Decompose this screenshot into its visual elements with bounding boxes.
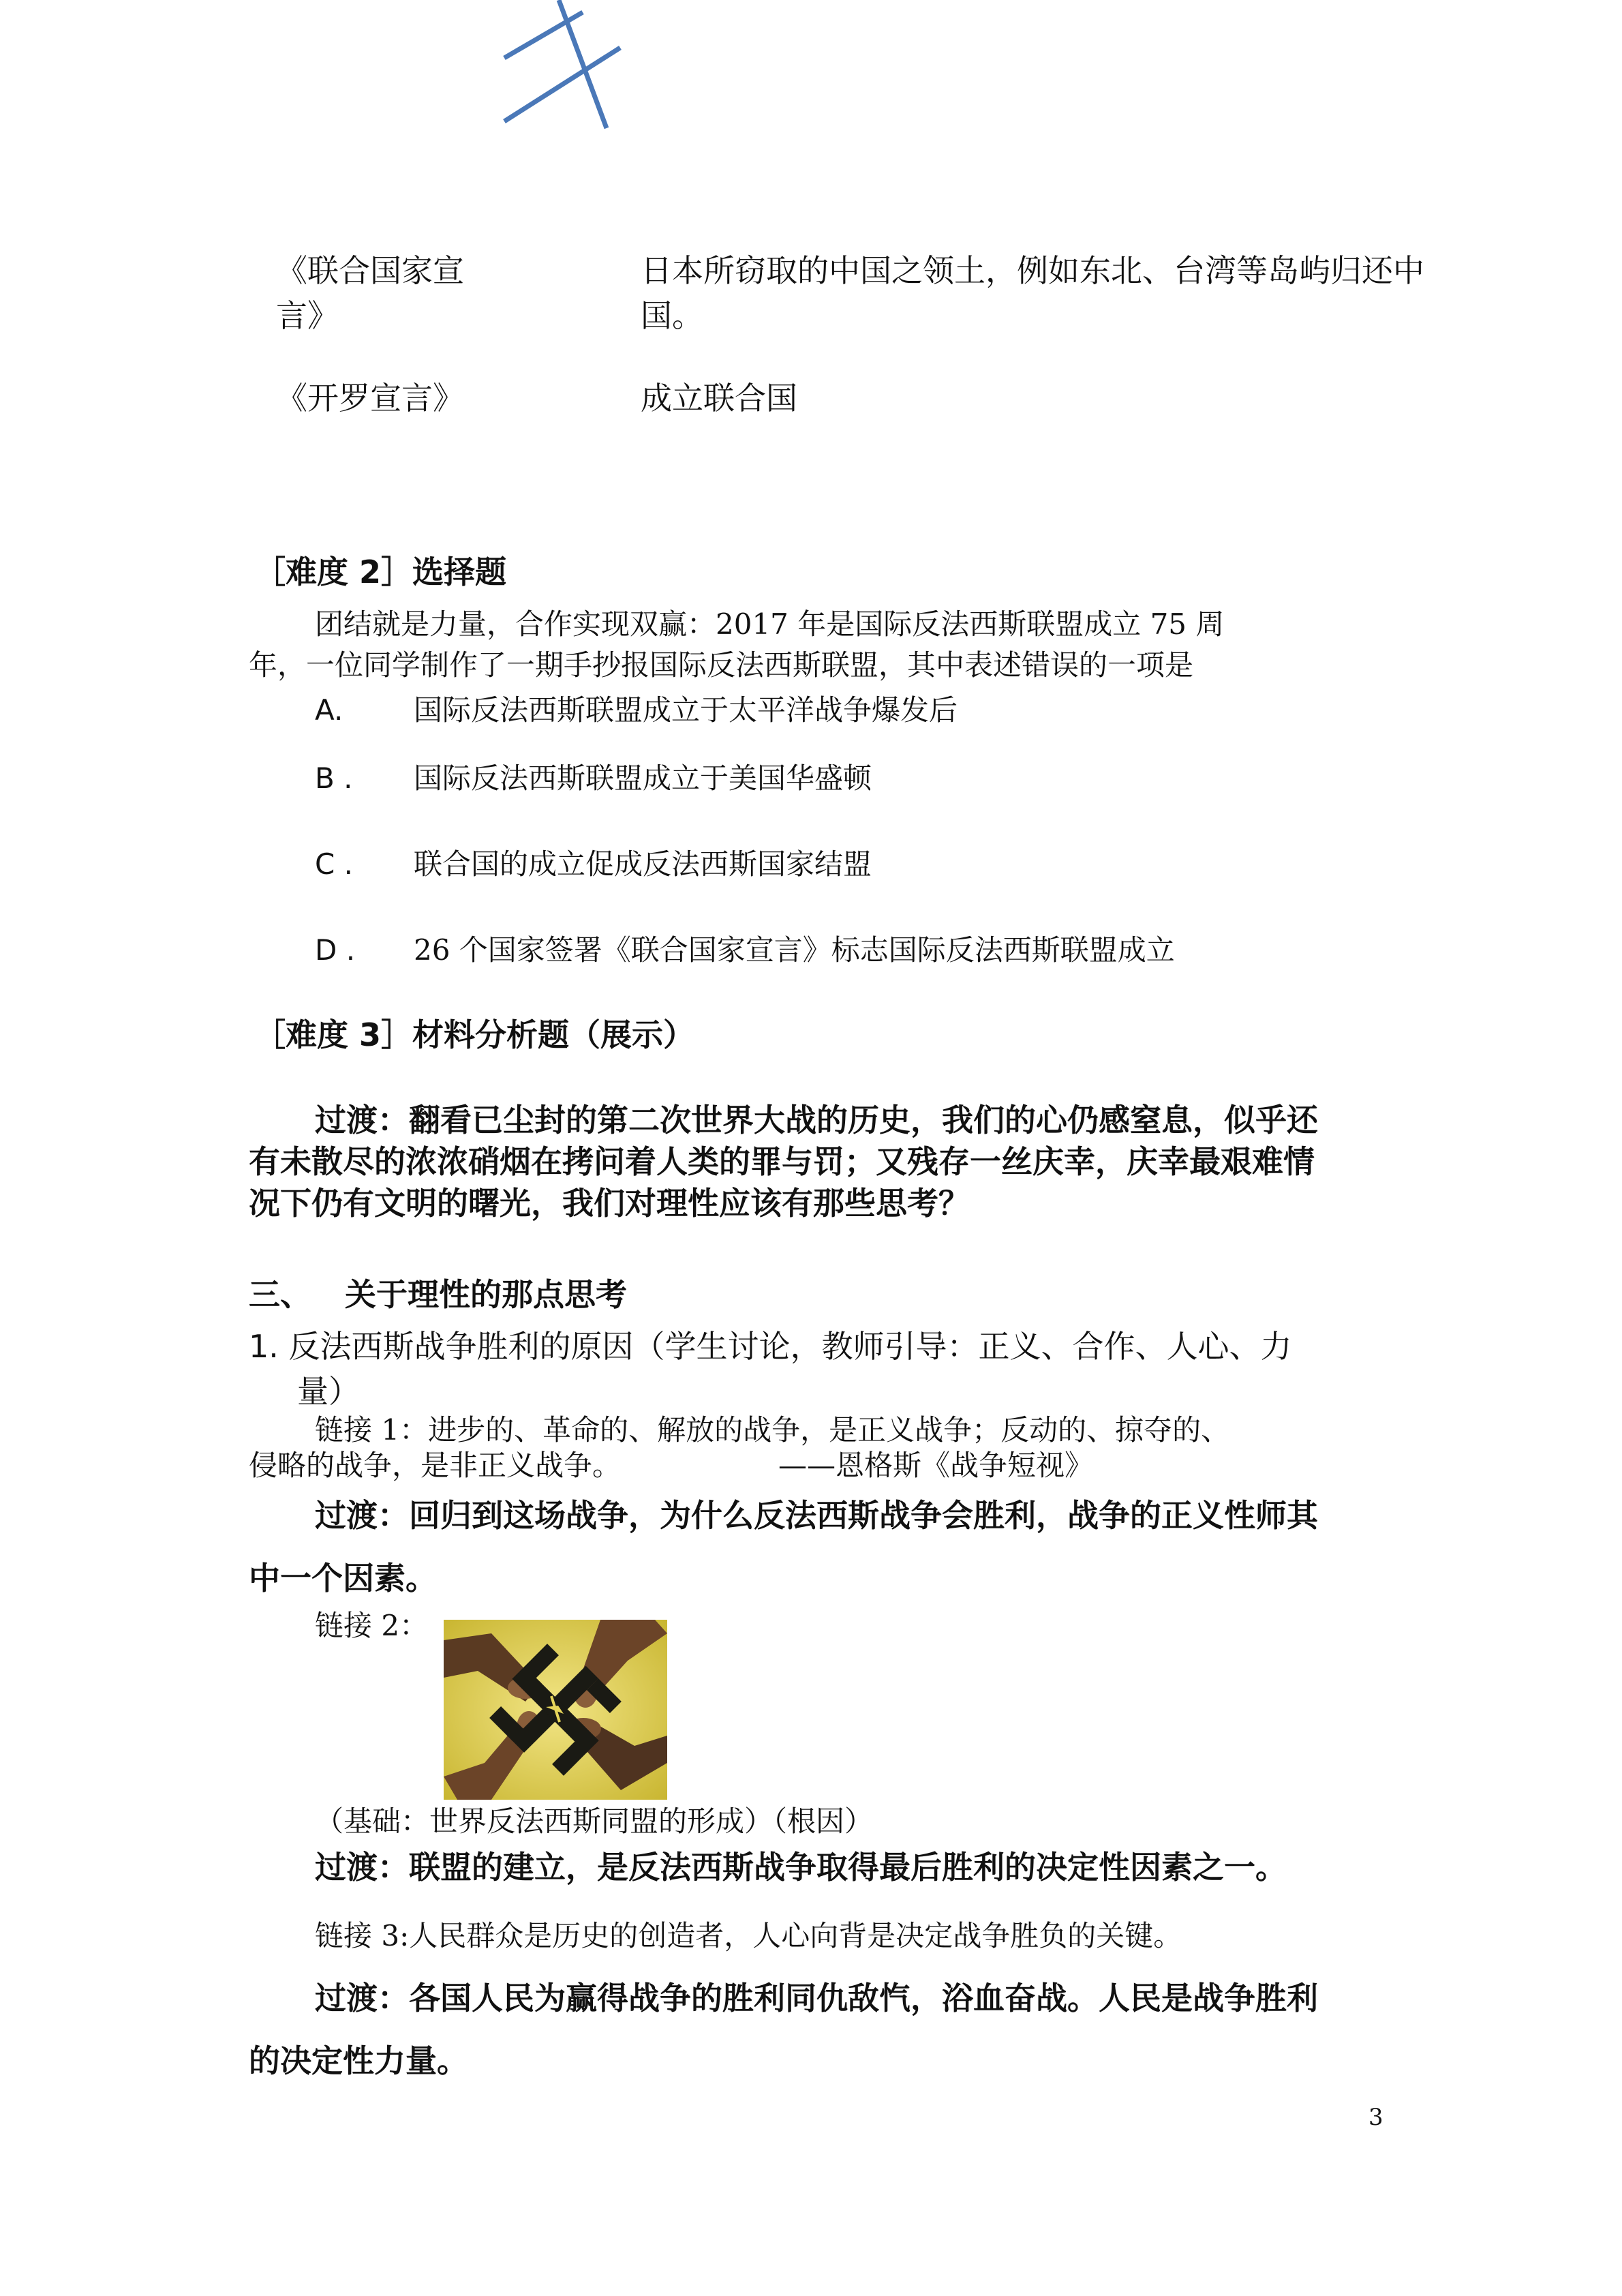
q2-option-d (315, 930, 1175, 971)
section3-number: 三、 (249, 1276, 311, 1313)
match-right-1a: 日本所窃取的中国之领土，例如东北、台湾等岛屿归还中 (641, 252, 1424, 289)
match-left-1a: 《联合国家宣 (276, 252, 464, 289)
q2-option-c (315, 844, 872, 885)
page-number: 3 (1368, 2104, 1383, 2131)
section3-item1-line1: 1. 反法西斯战争胜利的原因（学生讨论，教师引导：正义、合作、人心、力 (249, 1328, 1292, 1365)
link3: 链接 3:人民群众是历史的创造者，人心向背是决定战争胜负的关键。 (315, 1919, 1182, 1952)
option-letter: A. (315, 693, 343, 727)
q2-stem-line2: 年，一位同学制作了一期手抄报国际反法西斯联盟，其中表述错误的一项是 (249, 648, 1194, 682)
link2-label: 链接 2： (315, 1609, 429, 1642)
option-letter: D . (315, 933, 356, 967)
q3-transition-line2: 有未散尽的浓浓硝烟在拷问着人类的罪与罚；又残存一丝庆幸，庆幸最艰难情 (249, 1143, 1315, 1180)
transition2-line2: 中一个因素。 (249, 1560, 437, 1597)
poster-image (444, 1620, 667, 1800)
transition3: 过渡：联盟的建立，是反法西斯战争取得最后胜利的决定性因素之一。 (315, 1849, 1287, 1886)
option-letter: B . (315, 761, 353, 795)
q2-option-a (315, 690, 958, 731)
section3-item1-line2: 量） (297, 1373, 360, 1410)
transition4-line1: 过渡：各国人民为赢得战争的胜利同仇敌忾，浴血奋战。人民是战争胜利 (315, 1980, 1318, 2016)
q3-transition-line3: 况下仍有文明的曙光，我们对理性应该有那些思考？ (249, 1185, 970, 1222)
q3-transition-line1: 过渡：翻看已尘封的第二次世界大战的历史，我们的心仍感窒息，似乎还 (315, 1102, 1318, 1138)
option-text: 26 个国家签署《联合国家宣言》标志国际反法西斯联盟成立 (414, 933, 1175, 967)
match-right-2: 成立联合国 (641, 380, 797, 417)
link1-source: ——恩格斯《战争短视》 (778, 1449, 1094, 1482)
option-text: 国际反法西斯联盟成立于美国华盛顿 (414, 761, 872, 795)
link1-line1: 链接 1：进步的、革命的、解放的战争，是正义战争；反动的、掠夺的、 (315, 1413, 1230, 1447)
decorative-lines (477, 0, 654, 136)
transition4-line2: 的决定性力量。 (249, 2042, 468, 2079)
section3-title: 关于理性的那点思考 (345, 1276, 627, 1313)
q2-stem-line1: 团结就是力量，合作实现双赢：2017 年是国际反法西斯联盟成立 75 周 (315, 607, 1225, 641)
link1-line2: 侵略的战争，是非正义战争。 (249, 1449, 622, 1482)
match-left-1b: 言》 (276, 297, 339, 334)
option-text: 国际反法西斯联盟成立于太平洋战争爆发后 (414, 693, 958, 727)
option-letter: C . (315, 847, 354, 881)
match-left-2: 《开罗宣言》 (276, 380, 464, 417)
q3-heading: ［难度 3］材料分析题（展示） (254, 1016, 695, 1053)
transition2-line1: 过渡：回归到这场战争，为什么反法西斯战争会胜利，战争的正义性师其 (315, 1497, 1318, 1534)
q2-option-b (315, 758, 872, 799)
option-text: 联合国的成立促成反法西斯国家结盟 (414, 847, 872, 881)
poster-caption: （基础：世界反法西斯同盟的形成）（根因） (315, 1804, 874, 1838)
match-right-1b: 国。 (641, 297, 703, 334)
q2-heading: ［难度 2］选择题 (254, 554, 507, 590)
